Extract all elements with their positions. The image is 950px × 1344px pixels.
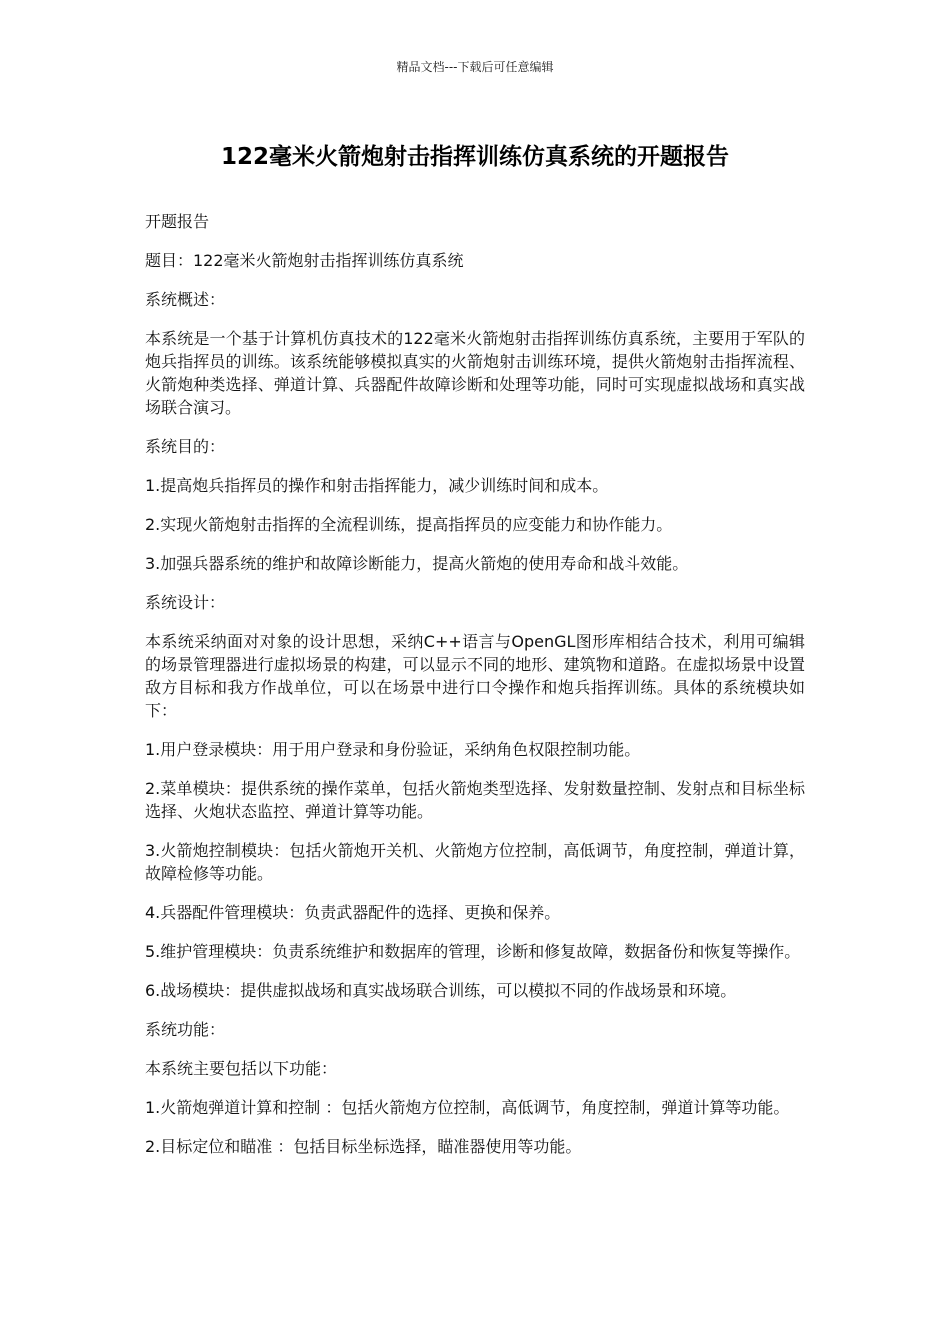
paragraph: 3.加强兵器系统的维护和故障诊断能力，提高火箭炮的使用寿命和战斗效能。 [145, 554, 689, 573]
paragraph: 系统设计： [145, 593, 226, 612]
paragraph: 系统概述： [145, 290, 226, 309]
paragraph: 6.战场模块：提供虚拟战场和真实战场联合训练，可以模拟不同的作战场景和环境。 [145, 981, 737, 1000]
paragraph: 本系统主要包括以下功能： [145, 1059, 338, 1078]
paragraph: 1.提高炮兵指挥员的操作和射击指挥能力，减少训练时间和成本。 [145, 476, 609, 495]
paragraph: 1.火箭炮弹道计算和控制 ：包括火箭炮方位控制，高低调节，角度控制，弹道计算等功能。 [145, 1098, 790, 1117]
paragraph: 开题报告 [145, 212, 210, 231]
paragraph: 2.实现火箭炮射击指挥的全流程训练，提高指挥员的应变能力和协作能力。 [145, 515, 673, 534]
paragraph: 本系统采纳面对对象的设计思想，采纳C++语言与OpenGL图形库相结合技术，利用可编辑的场景管理器进行虚拟场景的构建，可以显示不同的地形、建筑物和道路。在虚拟场景中设置敌方目标和我方作战单位，可以在场景中进行口令操作和炮兵指挥训练。具体的系统模块如下： [145, 632, 805, 720]
document-title: 122毫米火箭炮射击指挥训练仿真系统的开题报告 [220, 144, 729, 170]
paragraph: 题目：122毫米火箭炮射击指挥训练仿真系统 [145, 251, 464, 270]
paragraph: 2.目标定位和瞄准 ：包括目标坐标选择，瞄准器使用等功能。 [145, 1137, 582, 1156]
header-note: 精品文档---下载后可任意编辑 [396, 60, 554, 74]
paragraph: 5.维护管理模块：负责系统维护和数据库的管理，诊断和修复故障，数据备份和恢复等操作。 [145, 942, 801, 961]
paragraph: 系统功能： [145, 1020, 226, 1039]
paragraph: 本系统是一个基于计算机仿真技术的122毫米火箭炮射击指挥训练仿真系统，主要用于军队的炮兵指挥员的训练。该系统能够模拟真实的火箭炮射击训练环境，提供火箭炮射击指挥流程、火箭炮种类选择、弹道计算、兵器配件故障诊断和处理等功能，同时可实现虚拟战场和真实战场联合演习。 [145, 329, 805, 417]
paragraph: 1.用户登录模块：用于用户登录和身份验证，采纳角色权限控制功能。 [145, 740, 641, 759]
paragraph: 2.菜单模块：提供系统的操作菜单，包括火箭炮类型选择、发射数量控制、发射点和目标坐标选择、火炮状态监控、弹道计算等功能。 [145, 779, 805, 821]
paragraph: 4.兵器配件管理模块：负责武器配件的选择、更换和保养。 [145, 903, 561, 922]
paragraph: 系统目的： [145, 437, 226, 456]
paragraph: 3.火箭炮控制模块：包括火箭炮开关机、火箭炮方位控制，高低调节，角度控制，弹道计算，故障检修等功能。 [145, 841, 805, 883]
document-body [145, 210, 805, 1174]
